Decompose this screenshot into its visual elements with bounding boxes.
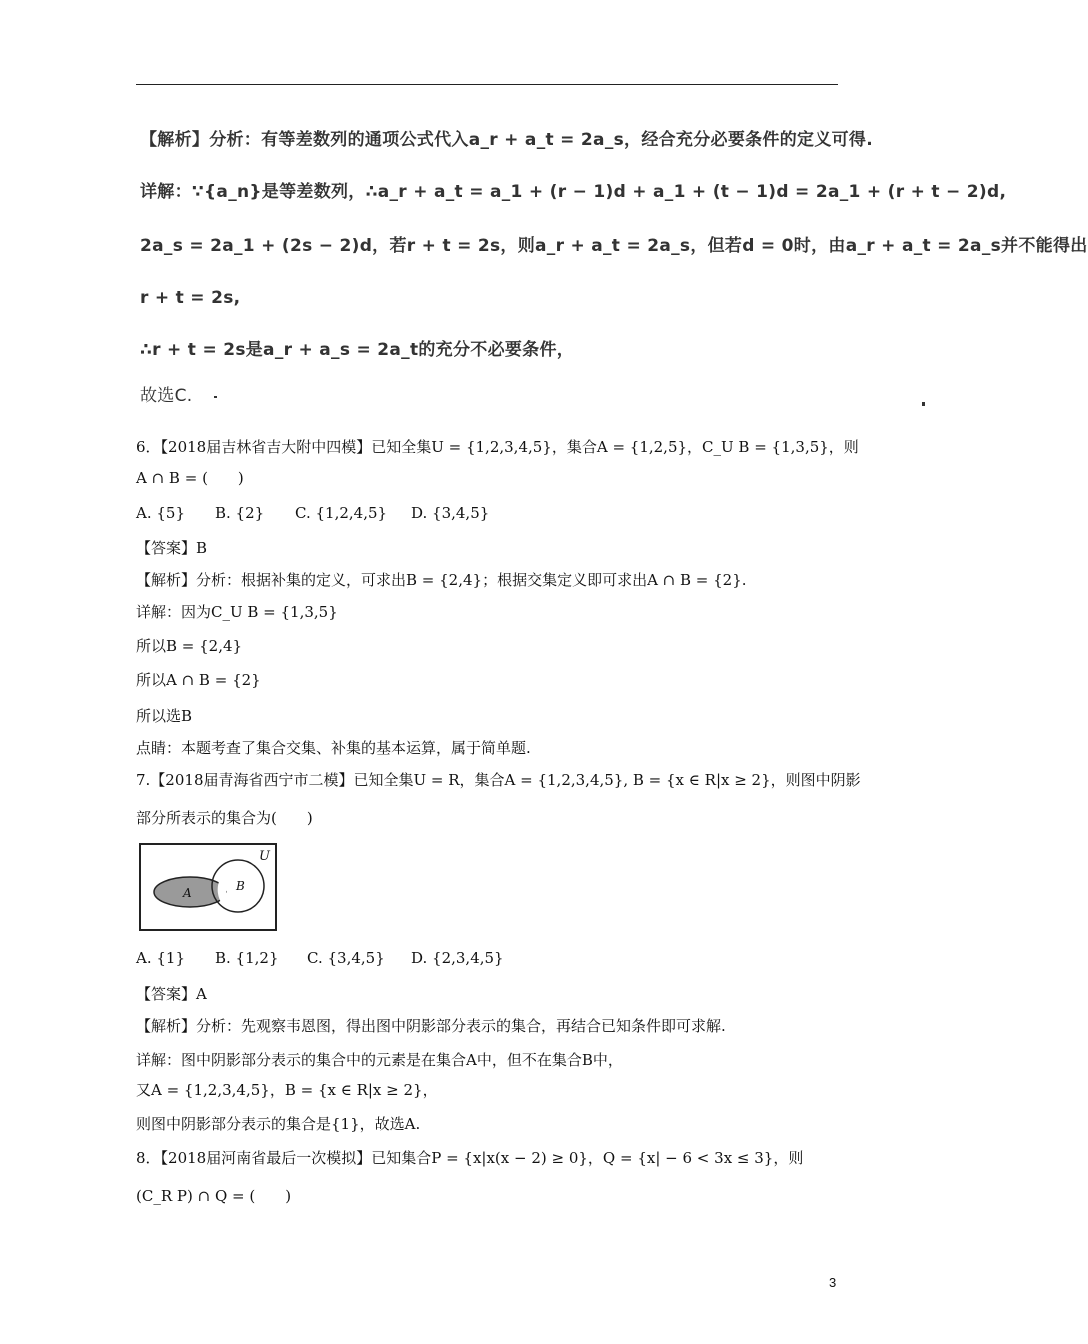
venn-label-a: A [183,886,192,900]
q6-detail-1: 详解：因为C_U B = {1,3,5} [136,603,338,621]
q6-option-a: A. {5} [136,504,185,522]
q7-stem-line-2: 部分所表示的集合为( ) [136,809,313,827]
q7-option-a: A. {1} [136,949,185,967]
q6-option-c: C. {1,2,4,5} [295,504,388,522]
scan-detail-line-1: 详解：∵{a_n}是等差数列，∴a_r + a_t = a_1 + (r − 1)d + a_1 + (t − 1)d = 2a_1 + (r + t − 2)d, [140,182,1007,202]
scan-conclusion-line: ∴r + t = 2s是a_r + a_s = 2a_t的充分不必要条件， [140,340,575,360]
q7-analysis: 【解析】分析：先观察韦恩图，得出图中阴影部分表示的集合，再结合已知条件即可求解. [136,1017,726,1035]
q7-option-b: B. {1,2} [215,949,279,967]
q8-stem-line-2: (C_R P) ∩ Q = ( ) [136,1187,292,1205]
page-number: 3 [829,1275,837,1290]
q6-option-d: D. {3,4,5} [411,504,490,522]
q8-stem-line-1: 8．【2018届河南省最后一次模拟】已知集合P = {x|x(x − 2) ≥ 0}，Q = {x| − 6 < 3x ≤ 3}，则 [136,1149,804,1167]
scan-detail-line-2: 2a_s = 2a_1 + (2s − 2)d，若r + t = 2s，则a_r + a_t = 2a_s，但若d = 0时，由a_r + a_t = 2a_s并不能得出 [140,236,1088,256]
q7-option-c: C. {3,4,5} [307,949,385,967]
q6-detail-3: 所以A ∩ B = {2} [136,671,261,689]
scan-speck [214,396,217,398]
venn-label-b: B [236,879,245,893]
q6-answer: 【答案】B [136,539,208,557]
q6-analysis: 【解析】分析：根据补集的定义，可求出B = {2,4}；根据交集定义即可求出A ∩ B = {2}. [136,571,747,589]
q7-detail-3: 则图中阴影部分表示的集合是{1}，故选A. [136,1115,421,1133]
q6-comment: 点睛：本题考查了集合交集、补集的基本运算，属于简单题. [136,739,531,757]
q7-detail-1: 详解：图中阴影部分表示的集合中的元素是在集合A中，但不在集合B中， [136,1051,623,1069]
q7-detail-2: 又A = {1,2,3,4,5}，B = {x ∈ R|x ≥ 2}， [136,1081,438,1099]
venn-label-u: U [259,849,270,864]
q7-stem-line-1: 7.【2018届青海省西宁市二模】已知全集U = R，集合A = {1,2,3,4,5}, B = {x ∈ R|x ≥ 2}，则图中阴影 [136,771,861,789]
venn-diagram [138,842,280,934]
header-rule [136,84,838,85]
q7-option-d: D. {2,3,4,5} [411,949,504,967]
q6-detail-2: 所以B = {2,4} [136,637,243,655]
q6-stem-line-1: 6．【2018届吉林省吉大附中四模】已知全集U = {1,2,3,4,5}，集合A = {1,2,5}，C_U B = {1,3,5}，则 [136,438,859,456]
scan-choice-line: 故选C. [140,386,193,406]
q6-detail-4: 所以选B [136,707,193,725]
q6-option-b: B. {2} [215,504,265,522]
scan-speck-edge [922,402,925,406]
q7-answer: 【答案】A [136,985,207,1003]
scan-analysis-line: 【解析】分析：有等差数列的通项公式代入a_r + a_t = 2a_s，经合充分必要条件的定义可得. [140,130,873,150]
q6-stem-line-2: A ∩ B = ( ) [136,469,244,487]
scan-detail-line-3: r + t = 2s, [140,288,241,308]
